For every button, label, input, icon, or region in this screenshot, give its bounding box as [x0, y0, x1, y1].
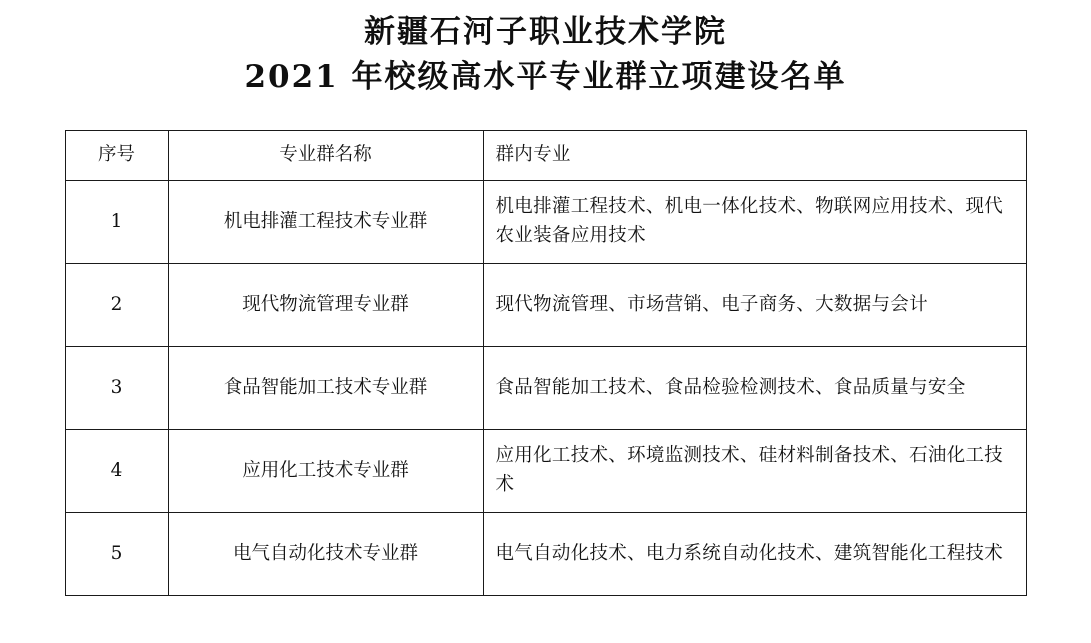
table-row — [65, 347, 1026, 430]
cell-majors: 食品智能加工技术、食品检验检测技术、食品质量与安全 — [483, 347, 1026, 430]
table-header-row — [65, 131, 1026, 181]
table-body — [65, 181, 1026, 596]
cell-seq: 5 — [65, 513, 168, 596]
document-title-block — [0, 0, 1091, 100]
cell-group-name: 现代物流管理专业群 — [168, 264, 483, 347]
cell-group-name: 机电排灌工程技术专业群 — [168, 181, 483, 264]
table-row — [65, 264, 1026, 347]
page-title-line-1: 新疆石河子职业技术学院 — [364, 14, 727, 50]
cell-seq: 1 — [65, 181, 168, 264]
cell-group-name: 电气自动化技术专业群 — [168, 513, 483, 596]
cell-seq: 2 — [65, 264, 168, 347]
table-row — [65, 181, 1026, 264]
cell-seq: 4 — [65, 430, 168, 513]
page-title-line-2: 2021 年校级高水平专业群立项建设名单 — [244, 58, 847, 95]
table-row — [65, 430, 1026, 513]
column-header-majors: 群内专业 — [483, 131, 1026, 181]
table-row — [65, 513, 1026, 596]
table-header — [65, 131, 1026, 181]
cell-majors: 现代物流管理、市场营销、电子商务、大数据与会计 — [483, 264, 1026, 347]
column-header-group-name: 专业群名称 — [168, 131, 483, 181]
program-group-table-wrapper — [65, 130, 1027, 596]
cell-group-name: 应用化工技术专业群 — [168, 430, 483, 513]
column-header-seq: 序号 — [65, 131, 168, 181]
program-group-table — [65, 130, 1027, 596]
cell-majors: 应用化工技术、环境监测技术、硅材料制备技术、石油化工技术 — [483, 430, 1026, 513]
cell-seq: 3 — [65, 347, 168, 430]
cell-majors: 机电排灌工程技术、机电一体化技术、物联网应用技术、现代农业装备应用技术 — [483, 181, 1026, 264]
cell-majors: 电气自动化技术、电力系统自动化技术、建筑智能化工程技术 — [483, 513, 1026, 596]
cell-group-name: 食品智能加工技术专业群 — [168, 347, 483, 430]
